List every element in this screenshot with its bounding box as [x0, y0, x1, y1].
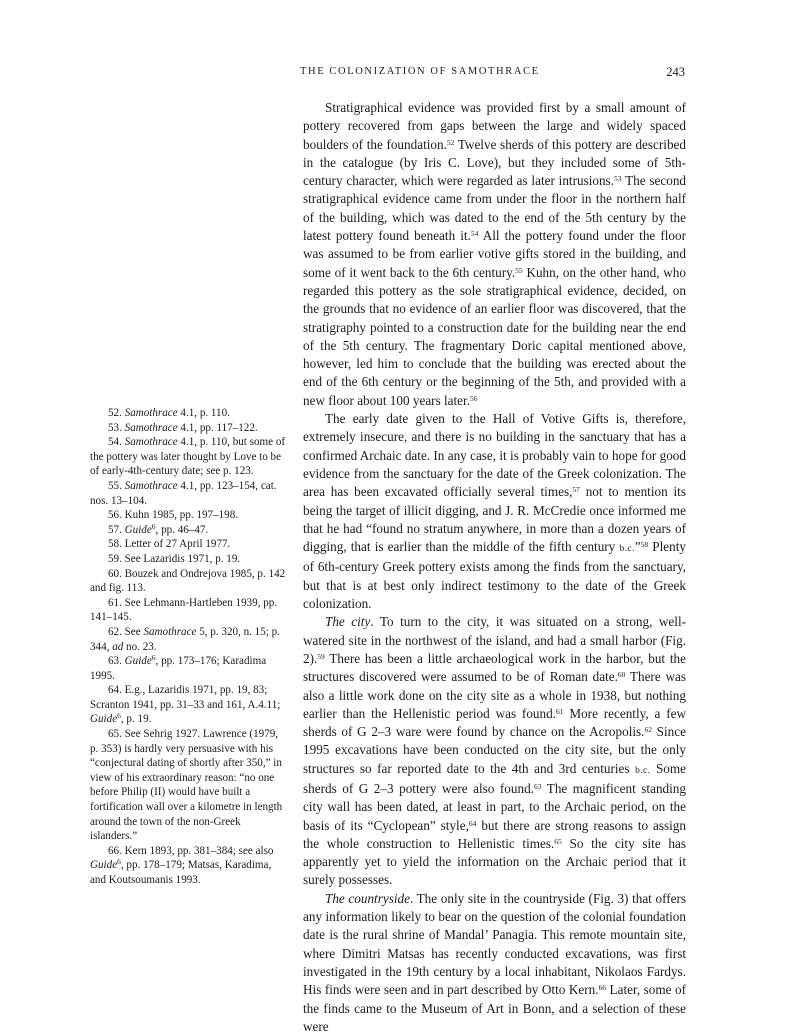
page-number: 243: [666, 65, 685, 79]
footnote-ref: 66: [598, 983, 607, 993]
footnote: 61. See Lehmann-Hartleben 1939, pp. 141–145.: [90, 596, 278, 624]
footnote: 57. Guide$^6$, pp. 46–47.: [108, 521, 209, 536]
running-head-title: THE COLONIZATION OF SAMOTHRACE: [300, 66, 540, 77]
footnote-ref: 65: [554, 836, 562, 846]
paragraph: The countryside. The only site in the countryside (Fig. 3) that offers any information likely to bear on the question of the colonial foundation date is the rural shrine of Mandal’ Panagia. This remote mountain site, where Dimitri Matsas has recently conducted excavations, was first investigated in the 19th century by a local inhabitant, Nikolaos Fardys. His finds were seen and in part described by Otto Kern.$^{66}$ Later, some of the finds came to the Museum of Art in Bonn, and a selection of these were: [303, 890, 686, 1034]
footnote: 66. Kern 1893, pp. 381–384; see also Guide$^6$, pp. 178–179; Matsas, Karadima, and Koutsoumanis 1993.: [90, 844, 274, 886]
paragraph: The early date given to the Hall of Votive Gifts is, therefore, extremely insecure, and there is no building in the sanctuary that has a confirmed Archaic date. In any case, it is probably vain to hope for good evidence from the sanctuary for the date of the Greek colonization. The area has been excavated officially several times,$^{57}$ not to mention its being the target of illicit digging, and J. R. McCredie once informed me that he had “found no stratum anywhere, in more than a dozen years of digging, that is earlier than the middle of the fifth century b.c.”$^{58}$ Plenty of 6th-century Greek pottery exists among the finds from the sanctuary, but that is at best only indirect testimony to the date of the Greek colonization.: [303, 411, 687, 612]
footnote: 63. Guide$^6$, pp. 173–176; Karadima 1995.: [90, 653, 267, 682]
footnote-ref: 56: [470, 393, 478, 403]
footnote-ref: 60: [617, 670, 626, 680]
main-text: [303, 99, 686, 1036]
footnote: 58. Letter of 27 April 1977.: [108, 538, 231, 551]
footnote-ref: 55: [515, 265, 523, 275]
footnote-ref: 53: [614, 174, 622, 184]
sidenotes: [90, 406, 286, 888]
footnote: 59. See Lazaridis 1971, p. 19.: [108, 552, 241, 565]
footnote: 52. Samothrace 4.1, p. 110.: [108, 407, 230, 419]
footnote: 56. Kuhn 1985, pp. 197–198.: [108, 509, 239, 522]
footnote: 62. See Samothrace 5, p. 320, n. 15; p. 344, ad no. 23.: [90, 625, 280, 653]
footnote-ref: 62: [644, 725, 652, 735]
footnote: 54. Samothrace 4.1, p. 110, but some of the pottery was later thought by Love to be of early-4th-century date; see p. 123.: [90, 436, 286, 478]
footnote: 60. Bouzek and Ondrejova 1985, p. 142 and fig. 113.: [90, 567, 286, 595]
section-lead: The city: [325, 614, 371, 630]
footnote-ref: 58: [640, 540, 649, 550]
footnote-ref: 59: [317, 651, 325, 661]
paragraph: The city. To turn to the city, it was situated on a strong, well-watered site in the northwest of the island, and had a small harbor (Fig. 2).$^{59}$ There has been a little archaeological work in the harbor, but the structures discovered were assumed to be of Roman date.$^{60}$ There was also a little work done on the city site as a whole in 1938, but nothing earlier than the Hellenistic period was found.$^{61}$ More recently, a few sherds of G 2–3 ware were found by chance on the Acropolis.$^{62}$ Since 1995 excavations have been conducted on the city site, but the only structures so far reported date to the 4th and 3rd centuries b.c. Some sherds of G 2–3 pottery were also found.$^{63}$ The magnificent standing city wall has been dated, at least in part, to the Archaic period, on the basis of its “Cyclopean” style,$^{64}$ but there are strong reasons to assign the whole construction to Hellenistic times.$^{65}$ So the city site has apparently yet to yield the information on the Archaic period that it surely possesses.: [303, 614, 686, 888]
footnote: 65. See Sehrig 1927. Lawrence (1979, p. 353) is hardly very persuasive with his “conjectural dating of shortly after 350,” in view of his extraordinary reason: “no one before Philip (II) would have built a fortification wall over a kilometre in length around the town of the non-Greek islanders.”: [90, 728, 283, 843]
paragraph: Stratigraphical evidence was provided first by a small amount of pottery recovered from gaps between the large and widely spaced boulders of the foundation.$^{52}$ Twelve sherds of this pottery are described in the catalogue (by Iris C. Love), but they included some of 5th-century character, which were regarded as later intrusions.$^{53}$ The second stratigraphical evidence came from under the floor in the northern half of the building, which was dated to the end of the 5th century by the latest pottery found beneath it.$^{54}$ All the pottery found under the floor was assumed to be from earlier votive gifts stored in the building, and some of it went back to the 6th century.$^{55}$ Kuhn, on the other hand, who regarded this pottery as the sole stratigraphical evidence, decided, on the grounds that no evidence of an earlier floor was discovered, that the stratigraphy pointed to a construction date for the building near the end of the 5th century. The fragmentary Doric capital mentioned above, however, led him to conclude that the building was erected about the end of the 6th century or the beginning of the 5th, and provided with a new floor about 100 years later.$^{56}$: [303, 100, 687, 408]
running-head: [300, 66, 685, 84]
footnote: 64. E.g., Lazaridis 1971, pp. 19, 83; Scranton 1941, pp. 31–33 and 161, A.4.11; Guide$^6$, p. 19.: [90, 684, 281, 726]
footnote-ref: 54: [470, 229, 479, 239]
footnote-ref: 63: [533, 781, 542, 791]
footnote-ref: 64: [468, 818, 477, 828]
footnote-ref: 52: [446, 137, 455, 147]
footnote: 55. Samothrace 4.1, pp. 123–154, cat. nos. 13–104.: [90, 479, 277, 507]
footnote-ref: 61: [556, 706, 564, 716]
footnote-ref: 57: [572, 485, 580, 495]
footnote: 53. Samothrace 4.1, pp. 117–122.: [108, 421, 258, 434]
section-lead: The countryside: [325, 890, 410, 906]
